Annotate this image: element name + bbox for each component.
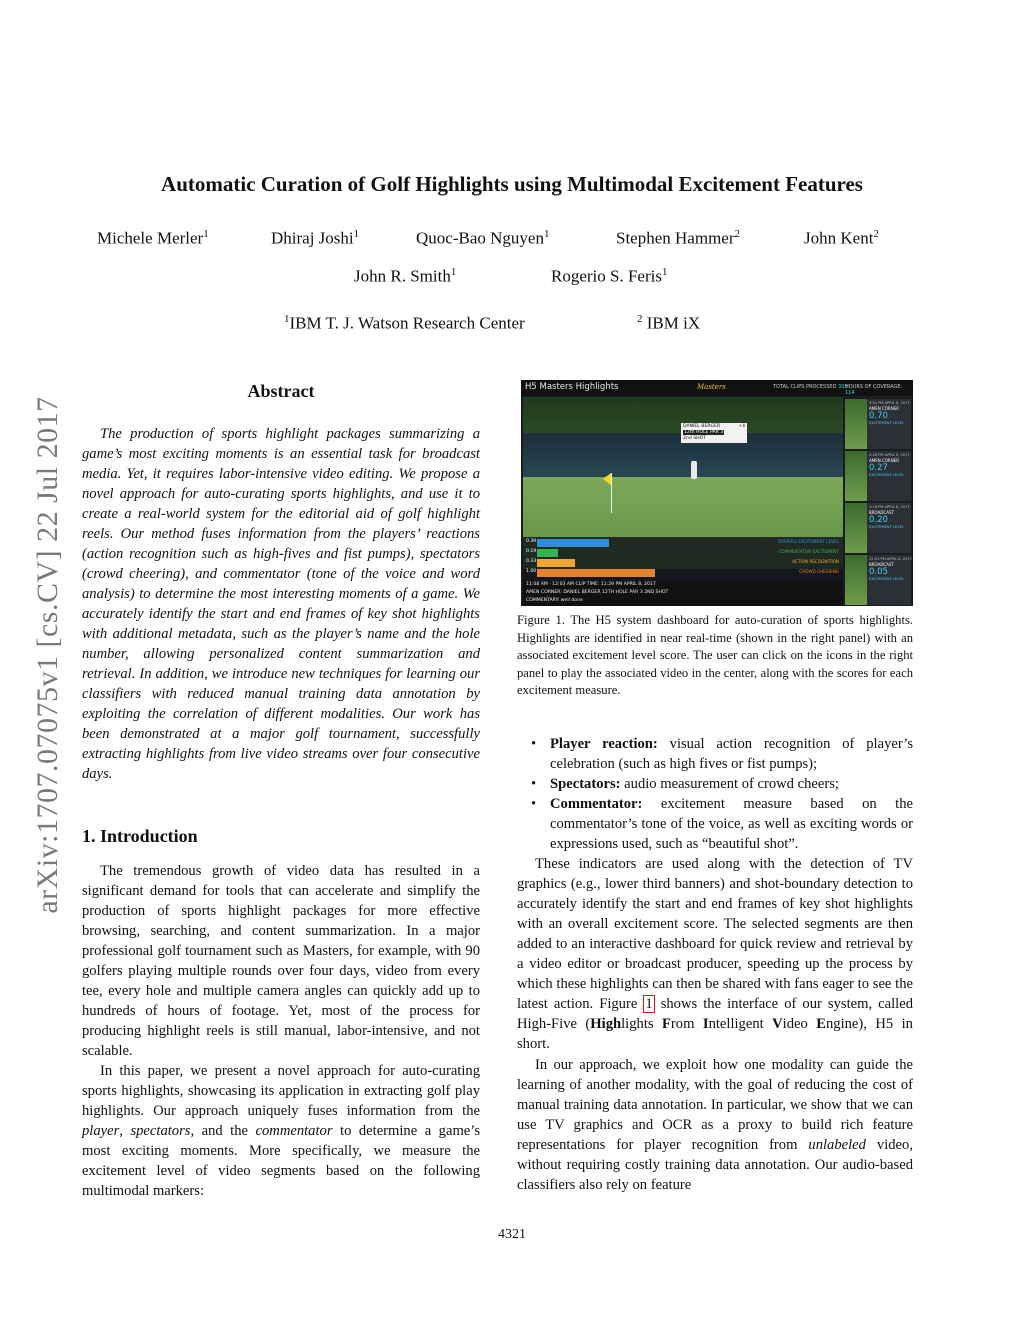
clip-timestamp: 1:18 PM APRIL 8, 2017 — [869, 505, 910, 509]
measure-row — [523, 559, 843, 568]
list-item: • Spectators: audio measurement of crowd cheers; — [517, 774, 913, 794]
measure-bar — [537, 549, 558, 557]
measure-bar — [537, 569, 655, 577]
golfer — [691, 461, 697, 479]
marker-list — [517, 734, 913, 854]
list-item: • Player reaction: visual action recognition of player’s celebration (such as high fives or fist pumps); — [517, 734, 913, 774]
paper-title: Automatic Curation of Golf Highlights using Multimodal Excitement Features — [161, 172, 863, 196]
affiliations — [0, 313, 1024, 335]
clip-commentary: COMMENTARY: well done — [526, 598, 583, 603]
measure-row — [523, 539, 843, 548]
list-item: • Commentator: excitement measure based on the commentator’s tone of the voice, as well as exciting words or expressions used, such as “beautiful shot”. — [517, 794, 913, 854]
intro-paragraph-1: The tremendous growth of video data has resulted in a significant demand for tools that can accelerate and simplify the production of sports highlight packages for more effective browsing, searching, and content summarization. In a major professional golf tournament such as Masters, for example, with 90 golfers playing multiple rounds over four days, video from every tee, every hole and multiple camera angles can quickly add up to hundreds of hours of footage. Yet, most of the process for producing highlight reels is still manual, labor-intensive, and not scalable. — [82, 863, 480, 1059]
page-number: 4321 — [498, 1227, 526, 1242]
author: Rogerio S. Feris$^1$ — [551, 266, 668, 286]
right-paragraph-2: In our approach, we exploit how one modality can guide the learning of another modality, with the goal of reducing the cost of manual training data annotation. In particular, we show that we can use TV graphics and OCR as a proxy to build rich feature representations for player recognition from unlabeled video, without requiring costly training data annotation. Our audio-based classifiers also rely on feature — [517, 1057, 913, 1193]
clip-location: AMEN CORNER — [869, 458, 899, 463]
clip-thumbnail[interactable] — [845, 399, 867, 449]
total-clips-stat: TOTAL CLIPS PROCESSED 303 — [773, 384, 848, 390]
highlight-clips-panel — [845, 397, 913, 606]
clip-level-label: EXCITEMENT LEVEL — [869, 473, 904, 477]
flagpole — [611, 473, 612, 513]
player-score: +4 — [738, 424, 745, 429]
measure-label: ACTION RECOGNITION — [792, 559, 839, 564]
clip-level-label: EXCITEMENT LEVEL — [869, 577, 904, 581]
abstract-heading: Abstract — [247, 381, 315, 401]
author-row-1 — [0, 228, 1024, 250]
clip-timestamp: 2:48 PM APRIL 8, 2017 — [869, 453, 910, 457]
clip-excitement-level: 0.27 — [869, 463, 888, 473]
clip-info-panel — [523, 581, 843, 606]
author-row-2 — [0, 266, 1024, 288]
measure-label: COMMENTATOR EXCITEMENT — [778, 549, 839, 554]
clip-location: AMEN CORNER — [869, 406, 899, 411]
clip-excitement-level: 0.05 — [869, 567, 888, 577]
clip-level-label: EXCITEMENT LEVEL — [869, 421, 904, 425]
player-name: DANIEL BERGER — [683, 424, 721, 429]
clip-location: BROADCAST — [869, 562, 894, 567]
measure-row — [523, 569, 843, 578]
author: John R. Smith$^1$ — [354, 266, 457, 286]
author: Quoc-Bao Nguyen$^1$ — [416, 228, 550, 248]
hours-coverage-stat: HOURS OF COVERAGE: 114 — [845, 384, 903, 396]
dashboard-title: H5 Masters Highlights — [525, 382, 619, 392]
dashboard-figure — [521, 380, 913, 606]
affiliation: $^1$IBM T. J. Watson Research Center — [284, 313, 525, 333]
dashboard-header — [521, 380, 913, 396]
highlight-clip[interactable] — [845, 555, 911, 605]
measure-value: 0.19 — [526, 549, 537, 554]
intro-paragraph-2: In this paper, we present a novel approach for auto-curating sports highlights, showcasing its application in extracting golf play highlights. Our approach uniquely fuses information from the player, spectators, and the commentator to determine a game’s most exciting moments. More specifically, we measure the excitement level of video segments based on the following multimodal markers: — [82, 1063, 481, 1199]
measure-value: 1.00 — [526, 569, 537, 574]
highlight-clip[interactable] — [845, 451, 911, 501]
flag-icon — [603, 473, 611, 485]
figure-reference-link[interactable]: 1 — [645, 996, 653, 1012]
highlight-clip[interactable] — [845, 399, 911, 449]
clip-timestamp: 12:31 PM APRIL 8, 2017 — [869, 557, 912, 561]
excitement-measures — [523, 537, 843, 581]
clip-excitement-level: 0.20 — [869, 515, 888, 525]
masters-logo: Masters — [697, 383, 726, 391]
right-paragraph-1: These indicators are used along with the detection of TV graphics (e.g., lower third banners) and shot-boundary detection to accurately identify the start and end frames of key shot highlights with an overall excitement score. The selected segments are then added to an interactive dashboard for quick review and retrieval by a video editor or broadcast producer, speeding up the process by which these highlights can then be shared with fans eager to see the latest action. Figure 1 shows the interface of our system, called High-Five (Highlights From Intelligent Video Engine), H5 in short. — [517, 856, 913, 1052]
author: Stephen Hammer$^2$ — [616, 228, 740, 248]
clip-location: BROADCAST — [869, 510, 894, 515]
figure-caption: Figure 1. The H5 system dashboard for auto-curation of sports highlights. Highlights are identified in near real-time (shown in the right panel) with an associated excitement level score. The user can click on the icons in the right panel to play the associated video in the center, along with the scores for each excitement measure. — [517, 613, 913, 697]
affiliation: $^2$ IBM iX — [637, 313, 701, 333]
author: Michele Merler$^1$ — [97, 228, 209, 248]
shot-label: 2nd SHOT — [683, 436, 707, 441]
abstract-text: The production of sports highlight packages summarizing a game’s most exciting moments is an essential task for broadcast media. Yet, it requires labor-intensive video editing. We propose a novel approach for auto-curating sports highlights, and use it to create a real-world system for the editorial aid of golf highlight reels. Our method fuses information from the players’ reactions (action recognition such as high-fives and fist pumps), spectators (crowd cheering), and commentator (tone of the voice and word analysis) to determine the most interesting moments of a game. We accurately identify the start and end frames of key shot highlights with additional metadata, such as the player’s name and the hole number, allowing personalized content summarization and retrieval. In addition, we introduce new techniques for learning our classifiers with reduced manual training data annotation by exploiting the correlation of different modalities. Our work has been demonstrated at a major golf tournament, successfully extracting highlights from live video streams over four consecutive days. — [82, 426, 480, 782]
clip-thumbnail[interactable] — [845, 555, 867, 605]
arxiv-identifier: arXiv:1707.07075v1 [cs.CV] 22 Jul 2017 — [31, 396, 64, 914]
highlight-clip[interactable] — [845, 503, 911, 553]
measure-bar — [537, 559, 575, 567]
measure-value: 0.39 — [526, 539, 537, 544]
clip-time: 11:08 AM · 12:03 AM CLIP TIME: 11:29 PM APRIL 8, 2017 — [526, 582, 656, 587]
measure-bar — [537, 539, 609, 547]
measure-value: 0.33 — [526, 559, 537, 564]
clip-description: AMEN CORNER: DANIEL BERGER 12TH HOLE PAR 3 2ND SHOT — [526, 590, 669, 595]
clip-excitement-level: 0.70 — [869, 411, 888, 421]
clip-thumbnail[interactable] — [845, 451, 867, 501]
hole-label: 12th HOLE PAR 3 — [684, 430, 724, 435]
author: John Kent$^2$ — [804, 228, 879, 248]
measure-row — [523, 549, 843, 558]
player-lower-third — [681, 423, 747, 443]
author: Dhiraj Joshi$^1$ — [271, 228, 360, 248]
measure-label: CROWD CHEERING — [799, 569, 839, 574]
section-heading-introduction: 1. Introduction — [82, 826, 198, 846]
clip-timestamp: 3:51 PM APRIL 8, 2017 — [869, 401, 910, 405]
clip-level-label: EXCITEMENT LEVEL — [869, 525, 904, 529]
clip-thumbnail[interactable] — [845, 503, 867, 553]
measure-label: OVERALL EXCITEMENT LEVEL — [777, 539, 839, 544]
